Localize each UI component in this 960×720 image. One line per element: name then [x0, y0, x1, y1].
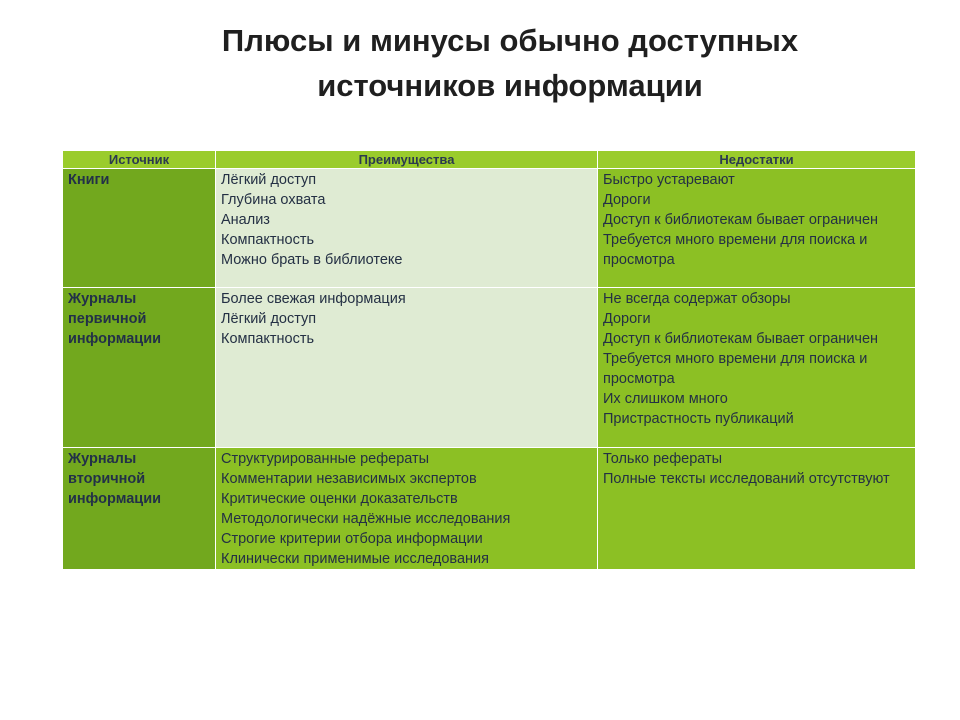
- advantage-item: Методологически надёжные исследования: [221, 511, 511, 527]
- disadvantage-item: Только рефераты: [603, 451, 723, 467]
- advantage-item: Клинически применимые исследования: [221, 551, 489, 567]
- header-advantages: Преимущества: [216, 151, 598, 169]
- advantage-item: Компактность: [221, 331, 315, 347]
- disadvantage-item: Быстро устаревают: [603, 172, 735, 188]
- advantage-item: Глубина охвата: [221, 192, 326, 208]
- advantage-item: Комментарии независимых экспертов: [221, 471, 477, 487]
- disadvantages-cell: [598, 448, 916, 570]
- disadvantage-item: Пристрастность публикаций: [603, 411, 794, 427]
- disadvantage-item: Доступ к библиотекам бывает ограничен: [603, 331, 879, 347]
- source-cell: [63, 448, 216, 570]
- advantage-item: Более свежая информация: [221, 291, 406, 307]
- source-cell: [63, 288, 216, 448]
- disadvantages-cell: [598, 169, 916, 288]
- disadvantage-item: Требуется много времени для поиска и просмотра: [603, 232, 868, 268]
- advantage-item: Можно брать в библиотеке: [221, 252, 403, 268]
- advantages-cell: [216, 288, 598, 448]
- source-name: Книги: [68, 172, 110, 188]
- table-row-primary-journals: [63, 288, 916, 448]
- advantage-item: Критические оценки доказательств: [221, 491, 458, 507]
- sources-comparison-table: [62, 150, 916, 570]
- advantage-item: Анализ: [221, 212, 270, 228]
- disadvantage-item: Дороги: [603, 311, 651, 327]
- advantage-item: Лёгкий доступ: [221, 311, 317, 327]
- slide-title: [150, 18, 870, 108]
- table-row-secondary-journals: [63, 448, 916, 570]
- header-disadvantages: Недостатки: [598, 151, 916, 169]
- advantage-item: Лёгкий доступ: [221, 172, 317, 188]
- disadvantage-item: Полные тексты исследований отсутствуют: [603, 471, 890, 487]
- advantage-item: Строгие критерии отбора информации: [221, 531, 483, 547]
- source-cell: [63, 169, 216, 288]
- advantages-cell: [216, 169, 598, 288]
- table-row-books: [63, 169, 916, 288]
- disadvantage-item: Требуется много времени для поиска и просмотра: [603, 351, 868, 387]
- source-name: Журналы первичной информации: [68, 291, 162, 347]
- slide-title-line-1: Плюсы и минусы обычно доступных: [221, 23, 799, 58]
- advantages-cell: [216, 448, 598, 570]
- advantage-item: Структурированные рефераты: [221, 451, 430, 467]
- table-header-row: [63, 151, 916, 169]
- disadvantage-item: Дороги: [603, 192, 651, 208]
- advantage-item: Компактность: [221, 232, 315, 248]
- header-source: Источник: [63, 151, 216, 169]
- slide-title-line-2: источников информации: [317, 68, 703, 103]
- disadvantage-item: Их слишком много: [603, 391, 728, 407]
- disadvantage-item: Не всегда содержат обзоры: [603, 291, 791, 307]
- source-name: Журналы вторичной информации: [68, 451, 162, 507]
- disadvantage-item: Доступ к библиотекам бывает ограничен: [603, 212, 879, 228]
- disadvantages-cell: [598, 288, 916, 448]
